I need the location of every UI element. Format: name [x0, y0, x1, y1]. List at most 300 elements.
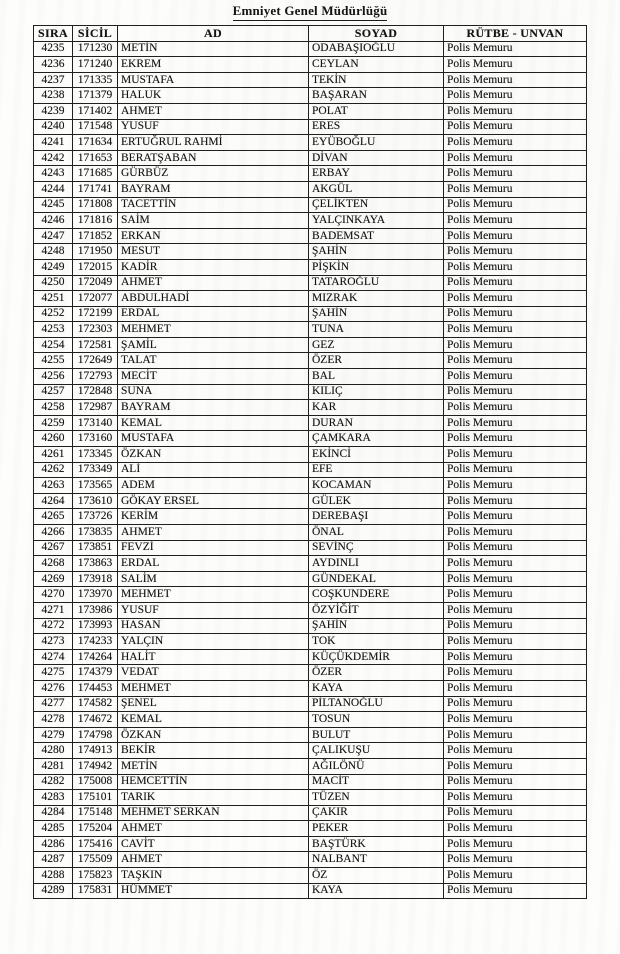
table-row	[34, 166, 587, 182]
cell-soyad: DİVAN	[309, 150, 444, 166]
cell-rutbe-unvan: Polis Memuru	[444, 805, 587, 821]
cell-soyad: ÇAKIR	[309, 805, 444, 821]
table-header	[34, 26, 587, 42]
cell-rutbe-unvan: Polis Memuru	[444, 166, 587, 182]
cell-sicil: 171240	[73, 57, 118, 73]
cell-sira: 4266	[34, 525, 73, 541]
cell-sira: 4248	[34, 244, 73, 260]
cell-rutbe-unvan: Polis Memuru	[444, 634, 587, 650]
cell-sicil: 172015	[73, 259, 118, 275]
table-row	[34, 57, 587, 73]
cell-soyad: CEYLAN	[309, 57, 444, 73]
cell-soyad: ŞAHİN	[309, 244, 444, 260]
table-row	[34, 447, 587, 463]
cell-rutbe-unvan: Polis Memuru	[444, 618, 587, 634]
cell-soyad: ERBAY	[309, 166, 444, 182]
cell-sicil: 174942	[73, 758, 118, 774]
cell-sira: 4242	[34, 150, 73, 166]
table-row	[34, 197, 587, 213]
cell-sicil: 175008	[73, 774, 118, 790]
cell-ad: ŞAMİL	[118, 337, 309, 353]
cell-sicil: 175101	[73, 790, 118, 806]
cell-sicil: 171230	[73, 41, 118, 57]
cell-sira: 4237	[34, 72, 73, 88]
cell-sira: 4282	[34, 774, 73, 790]
cell-sira: 4265	[34, 509, 73, 525]
cell-sicil: 173726	[73, 509, 118, 525]
table-row	[34, 836, 587, 852]
table-row	[34, 618, 587, 634]
table-row	[34, 291, 587, 307]
table-row	[34, 119, 587, 135]
cell-sicil: 174913	[73, 743, 118, 759]
table-row	[34, 743, 587, 759]
cell-sicil: 171816	[73, 213, 118, 229]
cell-soyad: ÖZER	[309, 665, 444, 681]
cell-soyad: TUNA	[309, 322, 444, 338]
cell-sira: 4255	[34, 353, 73, 369]
cell-ad: BERATŞABAN	[118, 150, 309, 166]
cell-rutbe-unvan: Polis Memuru	[444, 556, 587, 572]
cell-ad: BAYRAM	[118, 400, 309, 416]
cell-ad: HASAN	[118, 618, 309, 634]
cell-rutbe-unvan: Polis Memuru	[444, 680, 587, 696]
cell-soyad: AKGÜL	[309, 181, 444, 197]
table-row	[34, 135, 587, 151]
cell-ad: ALİ	[118, 462, 309, 478]
cell-ad: BEKİR	[118, 743, 309, 759]
cell-rutbe-unvan: Polis Memuru	[444, 135, 587, 151]
cell-sira: 4254	[34, 337, 73, 353]
cell-sira: 4289	[34, 883, 73, 899]
table-row	[34, 103, 587, 119]
cell-ad: HALİT	[118, 649, 309, 665]
cell-ad: MECİT	[118, 369, 309, 385]
table-row	[34, 369, 587, 385]
cell-sicil: 171950	[73, 244, 118, 260]
cell-rutbe-unvan: Polis Memuru	[444, 712, 587, 728]
cell-sira: 4262	[34, 462, 73, 478]
cell-sira: 4241	[34, 135, 73, 151]
cell-sira: 4249	[34, 259, 73, 275]
cell-soyad: BULUT	[309, 727, 444, 743]
cell-sicil: 173851	[73, 540, 118, 556]
cell-soyad: ÇELİKTEN	[309, 197, 444, 213]
cell-sicil: 172303	[73, 322, 118, 338]
cell-soyad: EKİNCİ	[309, 447, 444, 463]
cell-rutbe-unvan: Polis Memuru	[444, 369, 587, 385]
cell-rutbe-unvan: Polis Memuru	[444, 57, 587, 73]
cell-sira: 4251	[34, 291, 73, 307]
cell-sicil: 171685	[73, 166, 118, 182]
cell-ad: ERTUĞRUL RAHMİ	[118, 135, 309, 151]
cell-soyad: COŞKUNDERE	[309, 587, 444, 603]
cell-ad: SAİM	[118, 213, 309, 229]
cell-sicil: 174582	[73, 696, 118, 712]
cell-sicil: 171634	[73, 135, 118, 151]
table-row	[34, 259, 587, 275]
cell-sira: 4272	[34, 618, 73, 634]
cell-ad: AHMET	[118, 103, 309, 119]
cell-ad: MEHMET	[118, 587, 309, 603]
cell-soyad: GÜLEK	[309, 493, 444, 509]
cell-sira: 4273	[34, 634, 73, 650]
column-header-ad: AD	[118, 26, 309, 42]
cell-rutbe-unvan: Polis Memuru	[444, 103, 587, 119]
cell-sicil: 173349	[73, 462, 118, 478]
cell-rutbe-unvan: Polis Memuru	[444, 244, 587, 260]
cell-ad: KEMAL	[118, 415, 309, 431]
table-row	[34, 571, 587, 587]
cell-sicil: 175831	[73, 883, 118, 899]
cell-sira: 4260	[34, 431, 73, 447]
cell-sira: 4278	[34, 712, 73, 728]
cell-soyad: BAŞTÜRK	[309, 836, 444, 852]
table-row	[34, 805, 587, 821]
cell-sira: 4280	[34, 743, 73, 759]
cell-rutbe-unvan: Polis Memuru	[444, 88, 587, 104]
table-row	[34, 696, 587, 712]
cell-ad: MEHMET	[118, 680, 309, 696]
cell-ad: YUSUF	[118, 119, 309, 135]
cell-ad: YUSUF	[118, 602, 309, 618]
cell-soyad: ÖNAL	[309, 525, 444, 541]
cell-rutbe-unvan: Polis Memuru	[444, 743, 587, 759]
cell-sicil: 174379	[73, 665, 118, 681]
cell-soyad: ODABAŞIOĞLU	[309, 41, 444, 57]
cell-soyad: PİŞKİN	[309, 259, 444, 275]
cell-sira: 4244	[34, 181, 73, 197]
cell-rutbe-unvan: Polis Memuru	[444, 72, 587, 88]
table-body	[34, 41, 587, 899]
table-row	[34, 587, 587, 603]
cell-ad: VEDAT	[118, 665, 309, 681]
cell-sira: 4258	[34, 400, 73, 416]
cell-sira: 4286	[34, 836, 73, 852]
cell-soyad: DURAN	[309, 415, 444, 431]
cell-rutbe-unvan: Polis Memuru	[444, 758, 587, 774]
cell-sicil: 171808	[73, 197, 118, 213]
cell-sicil: 174233	[73, 634, 118, 650]
cell-soyad: PİLTANOĞLU	[309, 696, 444, 712]
cell-ad: KADİR	[118, 259, 309, 275]
cell-rutbe-unvan: Polis Memuru	[444, 415, 587, 431]
cell-sicil: 173835	[73, 525, 118, 541]
table-row	[34, 665, 587, 681]
cell-sira: 4275	[34, 665, 73, 681]
header-row	[34, 26, 587, 42]
personnel-table	[33, 25, 587, 899]
cell-sira: 4256	[34, 369, 73, 385]
cell-ad: TACETTİN	[118, 197, 309, 213]
table-row	[34, 462, 587, 478]
cell-ad: METİN	[118, 41, 309, 57]
cell-ad: ADEM	[118, 478, 309, 494]
cell-sira: 4236	[34, 57, 73, 73]
cell-ad: KEMAL	[118, 712, 309, 728]
table-row	[34, 228, 587, 244]
cell-sira: 4279	[34, 727, 73, 743]
table-row	[34, 883, 587, 899]
cell-sicil: 171402	[73, 103, 118, 119]
table-row	[34, 680, 587, 696]
cell-sira: 4285	[34, 821, 73, 837]
table-row	[34, 400, 587, 416]
cell-ad: HEMCETTİN	[118, 774, 309, 790]
cell-sicil: 173993	[73, 618, 118, 634]
cell-ad: ABDULHADİ	[118, 291, 309, 307]
cell-ad: METİN	[118, 758, 309, 774]
table-row	[34, 556, 587, 572]
table-row	[34, 868, 587, 884]
cell-soyad: KAYA	[309, 883, 444, 899]
cell-sicil: 173610	[73, 493, 118, 509]
cell-rutbe-unvan: Polis Memuru	[444, 852, 587, 868]
cell-rutbe-unvan: Polis Memuru	[444, 868, 587, 884]
cell-sira: 4264	[34, 493, 73, 509]
cell-rutbe-unvan: Polis Memuru	[444, 665, 587, 681]
cell-rutbe-unvan: Polis Memuru	[444, 462, 587, 478]
cell-rutbe-unvan: Polis Memuru	[444, 150, 587, 166]
cell-soyad: TEKİN	[309, 72, 444, 88]
cell-sicil: 172049	[73, 275, 118, 291]
cell-sicil: 172987	[73, 400, 118, 416]
table-row	[34, 727, 587, 743]
cell-ad: YALÇIN	[118, 634, 309, 650]
cell-soyad: BAL	[309, 369, 444, 385]
cell-ad: HALUK	[118, 88, 309, 104]
cell-sira: 4235	[34, 41, 73, 57]
cell-rutbe-unvan: Polis Memuru	[444, 322, 587, 338]
cell-soyad: TATAROĞLU	[309, 275, 444, 291]
cell-rutbe-unvan: Polis Memuru	[444, 540, 587, 556]
cell-sicil: 175509	[73, 852, 118, 868]
cell-ad: TAŞKIN	[118, 868, 309, 884]
table-row	[34, 213, 587, 229]
cell-sicil: 175148	[73, 805, 118, 821]
cell-ad: MEHMET SERKAN	[118, 805, 309, 821]
cell-sira: 4287	[34, 852, 73, 868]
cell-soyad: YALÇINKAYA	[309, 213, 444, 229]
cell-sira: 4268	[34, 556, 73, 572]
column-header-soyad: SOYAD	[309, 26, 444, 42]
cell-sicil: 171548	[73, 119, 118, 135]
cell-rutbe-unvan: Polis Memuru	[444, 213, 587, 229]
column-header-rutbe-unvan: RÜTBE - UNVAN	[444, 26, 587, 42]
cell-soyad: GEZ	[309, 337, 444, 353]
cell-ad: CAVİT	[118, 836, 309, 852]
cell-rutbe-unvan: Polis Memuru	[444, 602, 587, 618]
cell-sicil: 175416	[73, 836, 118, 852]
cell-sira: 4288	[34, 868, 73, 884]
cell-ad: AHMET	[118, 525, 309, 541]
cell-rutbe-unvan: Polis Memuru	[444, 525, 587, 541]
column-header-sicil: SİCİL	[73, 26, 118, 42]
cell-ad: TALAT	[118, 353, 309, 369]
cell-rutbe-unvan: Polis Memuru	[444, 384, 587, 400]
cell-rutbe-unvan: Polis Memuru	[444, 197, 587, 213]
cell-ad: HÜMMET	[118, 883, 309, 899]
cell-ad: TARIK	[118, 790, 309, 806]
cell-ad: ÖZKAN	[118, 447, 309, 463]
cell-sira: 4263	[34, 478, 73, 494]
table-row	[34, 821, 587, 837]
table-row	[34, 384, 587, 400]
cell-rutbe-unvan: Polis Memuru	[444, 836, 587, 852]
cell-ad: ŞENEL	[118, 696, 309, 712]
table-row	[34, 649, 587, 665]
cell-soyad: KILIÇ	[309, 384, 444, 400]
page-title	[0, 0, 620, 21]
cell-soyad: GÜNDEKAL	[309, 571, 444, 587]
table-row	[34, 353, 587, 369]
cell-soyad: ŞAHİN	[309, 306, 444, 322]
cell-sira: 4240	[34, 119, 73, 135]
cell-sicil: 173918	[73, 571, 118, 587]
cell-ad: MUSTAFA	[118, 431, 309, 447]
cell-sicil: 171852	[73, 228, 118, 244]
cell-rutbe-unvan: Polis Memuru	[444, 447, 587, 463]
table-row	[34, 525, 587, 541]
cell-sicil: 171335	[73, 72, 118, 88]
cell-rutbe-unvan: Polis Memuru	[444, 259, 587, 275]
cell-rutbe-unvan: Polis Memuru	[444, 478, 587, 494]
column-header-sira: SIRA	[34, 26, 73, 42]
cell-sicil: 171653	[73, 150, 118, 166]
cell-ad: ERDAL	[118, 556, 309, 572]
cell-sicil: 174264	[73, 649, 118, 665]
table-row	[34, 275, 587, 291]
cell-soyad: AĞILÖNÜ	[309, 758, 444, 774]
cell-soyad: KAYA	[309, 680, 444, 696]
table-row	[34, 540, 587, 556]
cell-rutbe-unvan: Polis Memuru	[444, 571, 587, 587]
cell-sicil: 172793	[73, 369, 118, 385]
cell-rutbe-unvan: Polis Memuru	[444, 790, 587, 806]
cell-sicil: 172581	[73, 337, 118, 353]
table-row	[34, 415, 587, 431]
table-row	[34, 181, 587, 197]
cell-sicil: 173970	[73, 587, 118, 603]
cell-soyad: BADEMSAT	[309, 228, 444, 244]
cell-ad: GÖKAY ERSEL	[118, 493, 309, 509]
table-row	[34, 244, 587, 260]
cell-sira: 4261	[34, 447, 73, 463]
cell-ad: MESUT	[118, 244, 309, 260]
cell-sira: 4252	[34, 306, 73, 322]
cell-sira: 4267	[34, 540, 73, 556]
cell-sira: 4276	[34, 680, 73, 696]
cell-sicil: 172848	[73, 384, 118, 400]
table-row	[34, 712, 587, 728]
table-row	[34, 852, 587, 868]
cell-ad: MEHMET	[118, 322, 309, 338]
cell-sira: 4277	[34, 696, 73, 712]
cell-rutbe-unvan: Polis Memuru	[444, 400, 587, 416]
cell-rutbe-unvan: Polis Memuru	[444, 275, 587, 291]
table-row	[34, 88, 587, 104]
cell-sicil: 174672	[73, 712, 118, 728]
cell-soyad: ŞAHİN	[309, 618, 444, 634]
table-row	[34, 634, 587, 650]
table-row	[34, 493, 587, 509]
cell-rutbe-unvan: Polis Memuru	[444, 587, 587, 603]
table-row	[34, 306, 587, 322]
cell-ad: ÖZKAN	[118, 727, 309, 743]
cell-ad: GÜRBÜZ	[118, 166, 309, 182]
cell-soyad: KAR	[309, 400, 444, 416]
cell-sicil: 174798	[73, 727, 118, 743]
cell-soyad: BAŞARAN	[309, 88, 444, 104]
cell-rutbe-unvan: Polis Memuru	[444, 181, 587, 197]
table-row	[34, 478, 587, 494]
cell-soyad: KOCAMAN	[309, 478, 444, 494]
cell-rutbe-unvan: Polis Memuru	[444, 821, 587, 837]
table-row	[34, 790, 587, 806]
cell-soyad: ÇALIKUŞU	[309, 743, 444, 759]
cell-sira: 4245	[34, 197, 73, 213]
cell-ad: FEVZİ	[118, 540, 309, 556]
cell-sicil: 172077	[73, 291, 118, 307]
cell-sira: 4253	[34, 322, 73, 338]
cell-ad: SUNA	[118, 384, 309, 400]
cell-sira: 4243	[34, 166, 73, 182]
cell-sicil: 171379	[73, 88, 118, 104]
cell-sira: 4281	[34, 758, 73, 774]
table-row	[34, 509, 587, 525]
cell-rutbe-unvan: Polis Memuru	[444, 337, 587, 353]
cell-sira: 4239	[34, 103, 73, 119]
cell-rutbe-unvan: Polis Memuru	[444, 353, 587, 369]
cell-sicil: 173140	[73, 415, 118, 431]
table-row	[34, 150, 587, 166]
cell-soyad: TOK	[309, 634, 444, 650]
cell-sira: 4283	[34, 790, 73, 806]
cell-ad: AHMET	[118, 275, 309, 291]
cell-rutbe-unvan: Polis Memuru	[444, 228, 587, 244]
cell-sira: 4246	[34, 213, 73, 229]
table-row	[34, 72, 587, 88]
cell-soyad: ÖZYİĞİT	[309, 602, 444, 618]
cell-soyad: EFE	[309, 462, 444, 478]
cell-sicil: 171741	[73, 181, 118, 197]
cell-sicil: 172649	[73, 353, 118, 369]
cell-rutbe-unvan: Polis Memuru	[444, 306, 587, 322]
cell-ad: KERİM	[118, 509, 309, 525]
cell-rutbe-unvan: Polis Memuru	[444, 649, 587, 665]
cell-soyad: POLAT	[309, 103, 444, 119]
cell-soyad: ÖZ	[309, 868, 444, 884]
cell-sira: 4270	[34, 587, 73, 603]
cell-sira: 4257	[34, 384, 73, 400]
cell-rutbe-unvan: Polis Memuru	[444, 727, 587, 743]
cell-rutbe-unvan: Polis Memuru	[444, 774, 587, 790]
cell-rutbe-unvan: Polis Memuru	[444, 41, 587, 57]
cell-sira: 4247	[34, 228, 73, 244]
cell-rutbe-unvan: Polis Memuru	[444, 119, 587, 135]
cell-sicil: 173345	[73, 447, 118, 463]
table-row	[34, 337, 587, 353]
cell-soyad: TOSUN	[309, 712, 444, 728]
cell-soyad: SEVİNÇ	[309, 540, 444, 556]
cell-sira: 4259	[34, 415, 73, 431]
cell-ad: EKREM	[118, 57, 309, 73]
cell-sicil: 174453	[73, 680, 118, 696]
cell-sira: 4284	[34, 805, 73, 821]
cell-rutbe-unvan: Polis Memuru	[444, 509, 587, 525]
cell-ad: ERDAL	[118, 306, 309, 322]
cell-sira: 4274	[34, 649, 73, 665]
